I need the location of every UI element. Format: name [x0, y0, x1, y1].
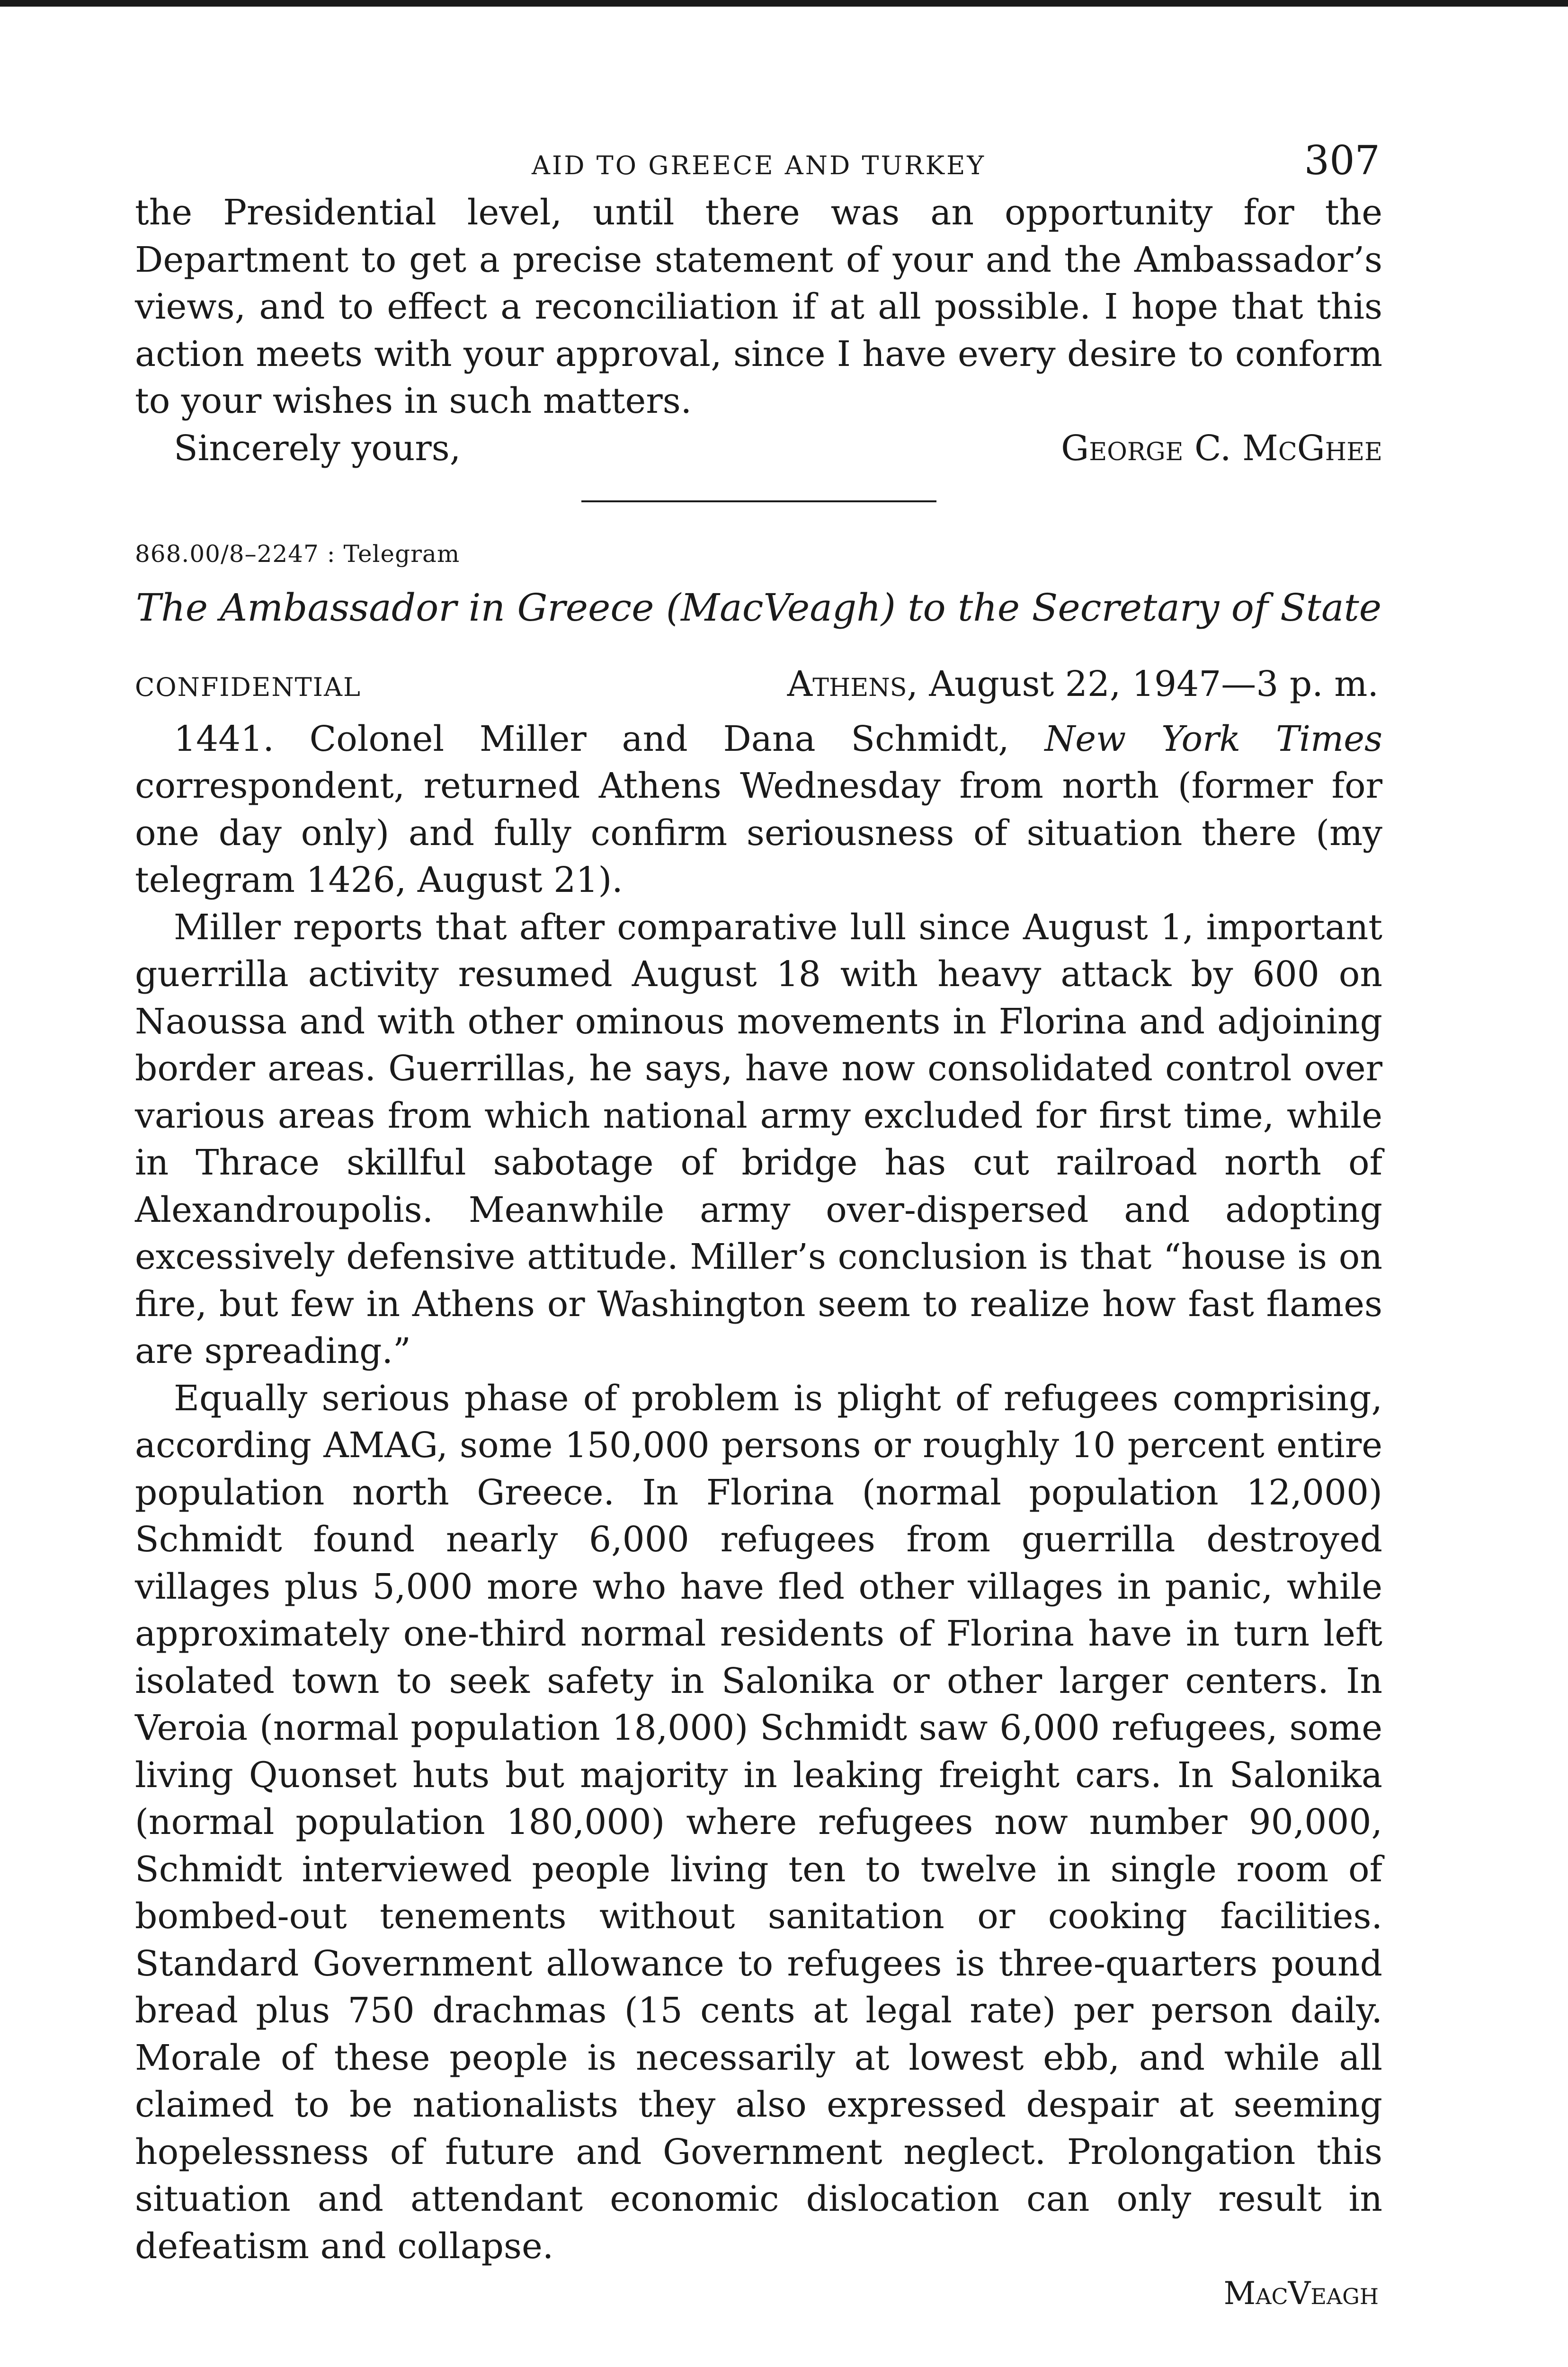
- telegram-paragraph: [135, 716, 1382, 904]
- letter-closing: Sincerely yours,: [174, 427, 461, 469]
- dateline-date: , August 22, 1947—3 p. m.: [907, 664, 1379, 704]
- section-divider: [581, 500, 936, 502]
- letter-continuation: the Presidential level, until there was an opportunity for the Department to get a precise statement of your and the Ambassador’s views, and to effect a reconciliation if at all possible. I hope that this action meets with your approval, since I have every desire to conform to your wishes in such matters.: [135, 192, 1382, 421]
- letter-closing-row: [135, 425, 1382, 472]
- dateline-place-date: [787, 664, 1382, 704]
- dateline: [135, 664, 1382, 711]
- document-heading: The Ambassador in Greece (MacVeagh) to the Secretary of State: [135, 586, 1382, 630]
- telegram-paragraph: Equally serious phase of problem is plight of refugees comprising, according AMAG, some 150,000 persons or roughly 10 percent entire population north Greece. In Florina (normal population 12,000) Schmidt found nearly 6,000 refugees from guerrilla destroyed villages plus 5,000 more who have fled other villages in panic, while approximately one-third normal residents of Florina have in turn left isolated town to seek safety in Salonika or other larger centers. In Veroia (normal population 18,000) Schmidt saw 6,000 refugees, some living Quonset huts but majority in leaking freight cars. In Salonika (normal population 180,000) where refugees now number 90,000, Schmidt interviewed people living ten to twelve in single room of bombed-out tenements without sanitation or cooking facilities. Standard Government allowance to refugees is three-quarters pound bread plus 750 drachmas (15 cents at legal rate) per person daily. Morale of these people is necessarily at lowest ebb, and while all claimed to be nationalists they also expressed despair at seeming hopelessness of future and Government neglect. Prolongation this situation and attendant economic dislocation can only result in defeatism and collapse.: [135, 1378, 1382, 2267]
- paragraph-text: 1441. Colonel Miller and Dana Schmidt,: [174, 718, 1045, 759]
- classification-label: CONFIDENTIAL: [135, 672, 361, 702]
- document-page: [135, 137, 1382, 2317]
- dateline-place: Athens: [787, 664, 907, 704]
- running-head-title: AID TO GREECE AND TURKEY: [531, 151, 986, 180]
- running-head: [135, 137, 1382, 189]
- newspaper-name: New York Times: [1044, 718, 1382, 759]
- letter-signature: George C. McGhee: [1061, 427, 1382, 469]
- telegram-body: [135, 716, 1382, 2270]
- telegram-signature: MacVeagh: [1223, 2275, 1379, 2312]
- page-number: 307: [1304, 137, 1380, 184]
- document-reference: 868.00/8–2247 : Telegram: [135, 540, 460, 568]
- paragraph-text: correspondent, returned Athens Wednesday from north (former for one day only) and fully confirm seriousness of situation there (my telegram 1426, August 21).: [135, 765, 1382, 900]
- telegram-paragraph: Miller reports that after comparative lull since August 1, important guerrilla activity resumed August 18 with heavy attack by 600 on Naoussa and with other ominous movements in Florina and adjoining border areas. Guerrillas, he says, have now consolidated control over various areas from which national army excluded for first time, while in Thrace skillful sabotage of bridge has cut railroad north of Alexandroupolis. Meanwhile army over-dispersed and adopting excessively defensive attitude. Miller’s conclusion is that “house is on fire, but few in Athens or Washington seem to realize how fast flames are spreading.”: [135, 907, 1382, 1371]
- top-edge-rule: [0, 0, 1568, 7]
